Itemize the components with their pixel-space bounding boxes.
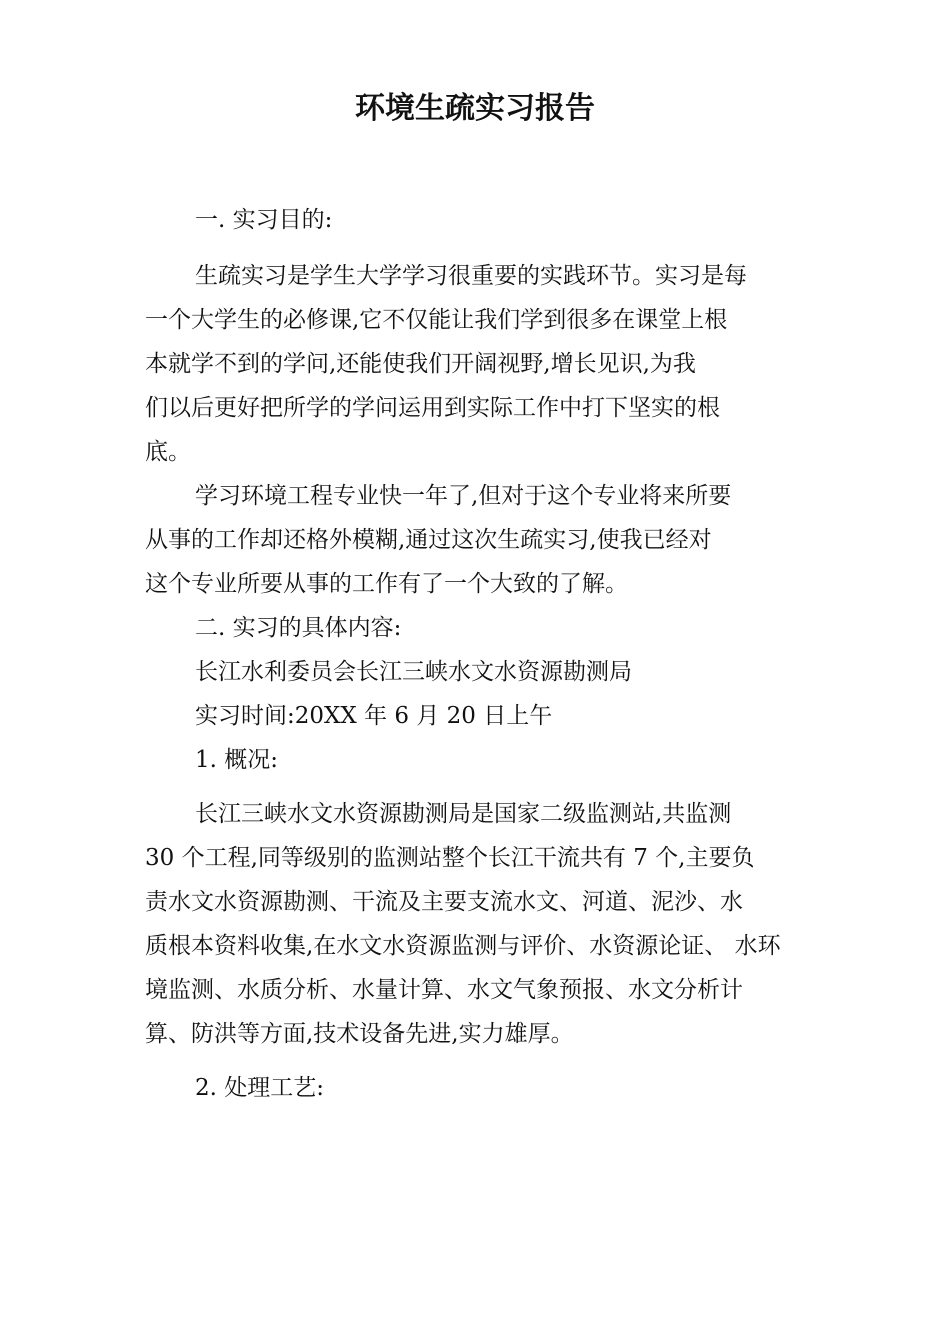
subsection-heading-text: 1. 概况: [195,747,279,773]
text-line: 实习时间:20XX 年 6 月 20 日上午 [195,703,553,729]
internship-time [145,694,825,738]
internship-location [145,650,825,694]
text-line: 长江水利委员会长江三峡水文水资源勘测局 [195,659,632,685]
text-line: 们以后更好把所学的学问运用到实际工作中打下坚实的根 [145,395,720,421]
text-line: 学习环境工程专业快一年了,但对于这个专业将来所要 [195,483,732,509]
section-heading-content [145,606,825,650]
text-line: 算、防洪等方面,技术设备先进,实力雄厚。 [145,1021,574,1047]
document-title: 环境生疏实习报告 [355,91,595,126]
subsection-heading-overview [145,738,825,782]
subsection-heading-process [145,1066,825,1110]
section-heading-text: 一. 实习目的: [195,207,333,233]
text-line: 一个大学生的必修课,它不仅能让我们学到很多在课堂上根 [145,307,728,333]
paragraph-purpose [145,254,825,474]
section-heading-text: 二. 实习的具体内容: [195,615,402,641]
text-line: 本就学不到的学问,还能使我们开阔视野,增长见识,为我 [145,351,696,377]
text-line: 底。 [145,439,191,465]
text-line: 境监测、水质分析、水量计算、水文气象预报、水文分析计 [145,977,743,1003]
text-line: 责水文水资源勘测、干流及主要支流水文、河道、泥沙、水 [145,889,743,915]
text-line: 这个专业所要从事的工作有了一个大致的了解。 [145,571,628,597]
subsection-heading-text: 2. 处理工艺: [195,1075,325,1101]
paragraph-major [145,474,825,606]
text-line: 生疏实习是学生大学学习很重要的实践环节。实习是每 [195,263,747,289]
text-line: 质根本资料收集,在水文水资源监测与评价、水资源论证、 水环 [145,933,781,959]
section-heading-purpose [145,198,825,242]
text-line: 长江三峡水文水资源勘测局是国家二级监测站,共监测 [195,801,732,827]
text-line: 从事的工作却还格外模糊,通过这次生疏实习,使我已经对 [145,527,712,553]
paragraph-overview [145,792,825,1056]
document-body [145,198,825,1110]
text-line: 30 个工程,同等级别的监测站整个长江干流共有 7 个,主要负 [145,845,755,871]
